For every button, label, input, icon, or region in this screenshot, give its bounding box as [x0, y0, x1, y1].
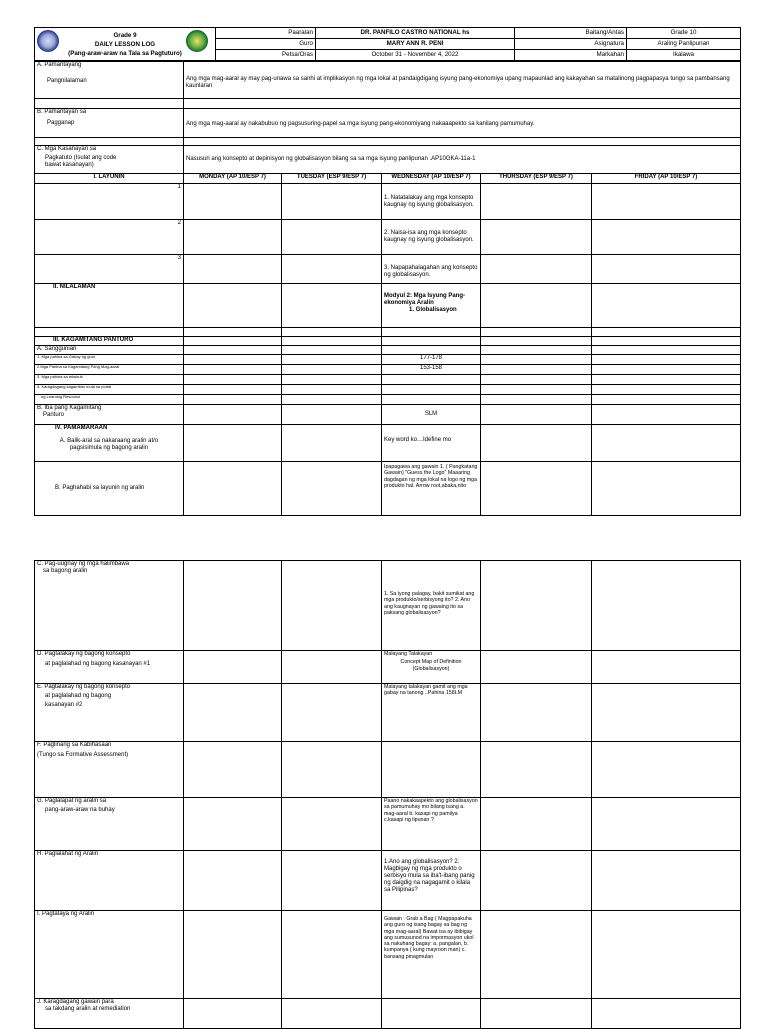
step-d-label: D. Pagtalakay ng bagong konsepto at paglalahad ng bagong kasanayan #1: [35, 651, 184, 684]
date-label: Petsa/Oras: [216, 50, 316, 61]
date-value: October 31 - November 4, 2022: [316, 50, 515, 61]
step-g-value: Paano nakakaapekto ang globalisasyon sa pamumuhay mo bilang isang a. mag-aaral b. kasapi ng pamilya c.kasapi ng lipunan ?: [382, 798, 481, 851]
grade-level-label: Baitang/Antas: [515, 28, 627, 39]
objective-2-number: 2: [35, 220, 184, 255]
monday-header: MONDAY (AP 10/ESP 7): [184, 174, 282, 184]
friday-header: FRIDAY (AP 10/ESP 7): [592, 174, 741, 184]
section-a-subtitle: Pangnilalaman: [47, 78, 87, 85]
ref-row-1-label: 1. Mga pahina sa Gabay ng guro: [35, 355, 184, 365]
wednesday-header: WEDNESDAY (AP 10/ESP 7): [382, 174, 481, 184]
log-subtitle: (Pang-araw-araw na Tala sa Pagtuturo): [68, 50, 182, 58]
section-b-label-cell: [35, 109, 184, 138]
lesson-table-continued: [34, 560, 741, 1029]
school-value: DR. PANFILO CASTRO NATIONAL hs: [316, 28, 515, 39]
section-a-text: Ang mga mag-aaral ay may pag-unawa sa sanhi at implikasyon ng mga lokal at pandaigdigang isyung pang-ekonomiya upang mapaunlad ang kakayahan sa matalinong pagpapasya tungo sa pambansang kaunlaran: [184, 62, 741, 99]
step-e-label: E. Pagtalakay ng bagong konsepto at paglalahad ng bagong kasanayan #2: [35, 684, 184, 742]
step-c-value: 1. Sa iyong palagay, bakit sumikat ang mga produkto/serbisyong ito? 2. Ano ang kaugnayan ng gawaing ito sa paksang globalisasyon?: [382, 561, 481, 651]
grade-level-value: Grade 10: [627, 28, 741, 39]
page-1: [34, 27, 740, 516]
step-c-label: C. Pag-uugnay ng mga halimbawa sa bagong aralin: [35, 561, 184, 651]
school-label: Paaralan: [216, 28, 316, 39]
pamamaraan-a-value: Key word ko…Idefine mo: [382, 425, 481, 462]
ref-row-2-value: 153-158: [382, 365, 481, 375]
ref-row-3-label: 3. Mga pahina sa teksbuk: [35, 375, 184, 385]
kagamitan-label: III. KAGAMITANG PANTURO: [35, 337, 184, 346]
pamamaraan-label: IV. PAMAMARAAN: [55, 425, 108, 431]
step-i-label: I. Pagtataya ng Aralin: [35, 911, 184, 999]
division-seal-icon: [186, 30, 208, 52]
step-i-value: Gawain : Grab a Bag ( Magpapakuha ang guro ng isang bagay sa bag ng mga mag-aaral) Bawat isa ay ibibigay ang sumusunod na impormasyon ukol sa nakuhang bagay: a. pangalan, b. kumpanya ( kung mayroon man) c. bansang pinagmulan: [382, 911, 481, 999]
tuesday-header: TUESDAY (ESP 9/ESP 7): [282, 174, 382, 184]
ref-row-1-value: 177-178: [382, 355, 481, 365]
teacher-label: Guro: [216, 39, 316, 50]
section-c-subtitle2: bawat kasanayan): [45, 162, 94, 169]
ref-row-4-label: 4. Karagdagang kagamitan mula sa portal: [35, 385, 184, 395]
section-c-label-cell: [35, 146, 184, 174]
objective-1-text: 1. Natatalakay ang mga konsepto kaugnay ng isyung globalisasyon.: [382, 184, 481, 220]
quarter-label: Markahan: [515, 50, 627, 61]
ref-row-5-label: ng Learning Resource: [35, 395, 184, 405]
thursday-header: THURSDAY (ESP 9/ESP 7): [481, 174, 592, 184]
section-c-title: C. Mga Kasanayan sa: [37, 146, 97, 152]
objective-3-number: 3: [35, 255, 184, 284]
step-d-value: Malayang Talakayan Concept Map of Definition (Globalisasyon): [382, 651, 481, 684]
layunin-header: I. LAYUNIN: [35, 174, 184, 184]
step-f-value: [382, 742, 481, 798]
lesson-table: [34, 61, 741, 516]
iba-value: SLM: [382, 405, 481, 425]
sanggunian-label: A. Sanggunian: [35, 346, 184, 355]
step-j-label: J. Karagdagang gawain para sa takdang aralin at remediation: [35, 999, 184, 1029]
step-j-value: [382, 999, 481, 1029]
deped-seal-icon: [37, 30, 59, 52]
iba-label-cell: B. Iba pang Kagamitang Panturo: [35, 405, 184, 425]
section-b-text: Ang mga mag-aaral ay nakabubuo ng pagsusuring-papel sa mga isyung pang-ekonomiyang nakaaapekto sa kanilang pamumuhay.: [184, 109, 741, 138]
pamamaraan-b-value: Ipapagawa ang gawain 1. ( Pangkatang Gawain) "Guess the Logo" Maaaring dagdagan ng mga lokal na logo ng mga produkto hal. Arrow root,abaka,nito: [382, 462, 481, 516]
section-b-subtitle: Pagganap: [47, 120, 75, 127]
objective-2-text: 2. Naisa-isa ang mga konsepto kaugnay ng isyung globalisasyon.: [382, 220, 481, 255]
pamamaraan-a-cell: [35, 425, 184, 462]
objective-3-text: 3. Napapahalagahan ang konsepto ng globalisasyon.: [382, 255, 481, 284]
step-h-value: 1.Ano ang globalisasyon? 2. Magbigay ng mga produkto o serbisyo mula sa iba't-ibang panig ng daigdig na nagagamit o kilala sa Pilipinas?: [382, 851, 481, 911]
section-b-title: B. Pamantayan sa: [37, 109, 87, 115]
nilalaman-value: Modyul 2: Mga Isyung Pang-ekonomiya Aralin 1. Globalisasyon: [382, 284, 481, 328]
page-2: [34, 560, 740, 1029]
nilalaman-label: II. NILALAMAN: [35, 284, 184, 328]
step-h-label: H. Paglalahat ng Aralin: [35, 851, 184, 911]
section-c-subtitle: Pagkatuto (Isulat ang code: [45, 155, 117, 162]
teacher-value: MARY ANN R. PENI: [316, 39, 515, 50]
ref-row-2-label: 2.Mga Pahina sa Kagamitang Pang Mag-aaral: [35, 365, 184, 375]
header-table: [34, 27, 741, 61]
pamamaraan-b-label: B. Paghahabi sa layunin ng aralin: [35, 462, 184, 516]
subject-label: Asignatura: [515, 39, 627, 50]
step-f-label: F. Paglinang sa Kabihasaan (Tungo sa Formative Assessment): [35, 742, 184, 798]
objective-1-number: 1: [35, 184, 184, 220]
grade-label: Grade 9: [113, 31, 137, 39]
section-c-text: Nasusuri ang konsepto at depinisyon ng globalisasyon bilang sa sa mga isyung panlipunan .AP10GKA-11a-1: [184, 146, 741, 174]
pamamaraan-a-label: A. Balik-aral sa nakaraang aralin at/o pagsisimula ng bagong aralin: [59, 438, 159, 452]
section-a-label-cell: [35, 62, 184, 99]
section-a-title: A. Pamantayang: [37, 62, 82, 68]
quarter-value: Ikalawa: [627, 50, 741, 61]
subject-value: Araling Panlipunan: [627, 39, 741, 50]
log-title: DAILY LESSON LOG: [94, 40, 156, 48]
step-g-label: G. Paglalapat ng aralin sa pang-araw-araw na buhay: [35, 798, 184, 851]
step-e-value: Malayang talakayan gamit ang mga gabay na tanong ..Pahina 158LM: [382, 684, 481, 742]
